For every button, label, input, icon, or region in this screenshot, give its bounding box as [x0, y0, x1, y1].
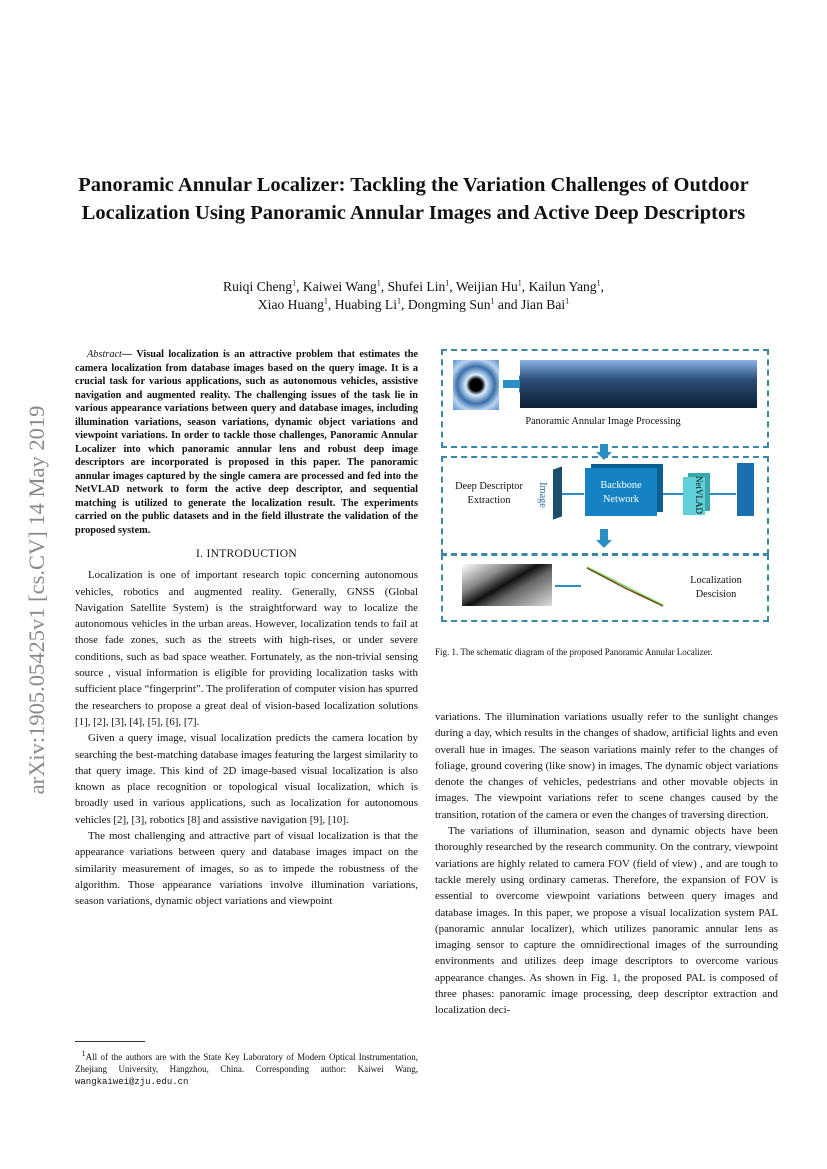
stage-label: Localization Descision	[690, 575, 742, 600]
trajectory-plot	[585, 566, 665, 608]
panorama-image	[520, 360, 757, 408]
paragraph: variations. The illumination variations usually refer to the sunlight changes during a day, which results in the changes of shadow, artificial lights and even overall hue in images. The season variations mainly refer to the changes of foliage, ground covering (like snow) in images. The dynamic object variations denote the changes of vehicles, pedestrians and other movable objects in images. The viewpoint variations refer to scene changes caused by the transition, rotation of the camera or even the changes of traversing direction.	[435, 711, 778, 821]
affiliation-mark: 1	[490, 295, 495, 305]
section-heading: I. INTRODUCTION	[196, 548, 297, 560]
arrow-icon	[562, 493, 584, 495]
stage-label: Panoramic Annular Image Processing	[525, 416, 681, 427]
descriptor-icon	[737, 463, 754, 516]
author-name: Ruiqi Cheng	[223, 279, 293, 294]
author-name: Weijian Hu	[455, 279, 518, 294]
footnote-mark: 1	[81, 1049, 86, 1058]
affiliation-mark: 1	[445, 278, 450, 288]
right-column	[435, 709, 778, 1019]
affiliation-mark: 1	[376, 278, 381, 288]
abstract	[75, 348, 418, 537]
affiliation-mark: 1	[565, 295, 570, 305]
left-column	[75, 348, 418, 910]
authors-line-1: Ruiqi Cheng$^1$, Kaiwei Wang$^1$, Shufei Lin$^1$, Weijian Hu$^1$, Kailun Yang$^1$,	[223, 278, 604, 294]
footnote-text: All of the authors are with the State Key Laboratory of Modern Optical Instrumentation, Zhejiang University, Hangzhou, China. Corresponding author: Kaiwei Wang,	[75, 1052, 419, 1074]
arrow-down-icon	[596, 540, 612, 548]
author-name: Xiao Huang	[257, 296, 324, 312]
footnote	[75, 1051, 418, 1088]
authors-line-2: Xiao Huang$^1$, Huabing Li$^1$, Dongming Sun$^1$ and Jian Bai$^1$	[257, 295, 570, 312]
affiliation-mark: 1	[517, 278, 522, 288]
similarity-matrix	[462, 564, 552, 606]
author-name: Huabing Li	[334, 296, 398, 312]
paragraph: The most challenging and attractive part of visual localization is that the appearance variations between query and database images impact on the similarity measurement of images, so as to impede the robustness of the algorithm. Those appearance variations involve illumination variations, season variations, dynamic object variations and viewpoint	[75, 830, 418, 908]
author-name: Dongming Sun	[407, 296, 491, 312]
abstract-text: — Visual localization is an attractive problem that estimates the camera localization from database images based on the query image. It is a crucial task for various applications, such as autonomous vehicles, assistive navigation and augmented reality. The challenging issues of the task lie in various appearance variations between query and database images, including illumination variations, season variations, dynamic object variations and viewpoint variations. In order to tackle those challenges, Panoramic Annular Localizer into which panoramic annular lens and robust deep image descriptors are incorporated is proposed in this paper. The panoramic annular images captured by the single camera are processed and fed into the NetVLAD network to form the active deep descriptor, and sequential matching is utilized to generate the localization result. The experiments carried on the public datasets and in the field illustrate the validation of the proposed system.	[75, 349, 418, 536]
footnote-rule	[75, 1041, 145, 1042]
arrow-icon	[663, 493, 683, 495]
affiliation-mark: 1	[397, 295, 402, 305]
arxiv-identifier: arXiv:1905.05425v1 [cs.CV] 14 May 2019	[24, 405, 49, 795]
paragraph: Given a query image, visual localization predicts the camera location by searching the best-matching database images featuring the largest similarity to that query image. This kind of 2D image-based visual localization is also known as place recognition or topological visual localization, which is broadly used in various applications, such as localization for autonomous vehicles [2], [3], robotics [8] and assistive navigation [9], [10].	[75, 732, 418, 826]
paragraph: Localization is one of important research topic concerning autonomous vehicles, robotics and augmented reality. Generally, GNSS (Global Navigation Satellite System) is the straightforward way to localize the autonomous vehicles in the urban areas. However, localization tends to fail at those fade zones, such as the streets with high-rises, or under severe conditions, such as bad space weather. Fortunately, as the non-trivial sensing source , visual information is eligible for providing localization tasks with sufficient place “fingerprint”. The proliferation of computer vision has spurred the researchers to propose a great deal of vision-based localization solutions [1], [2], [3], [4], [5], [6], [7].	[75, 569, 418, 728]
paragraph: The variations of illumination, season and dynamic objects have been thoroughly researched by the research community. On the contrary, viewpoint variations are highly related to camera FOV (field of view) , and are tough to tackle merely using ordinary cameras. Therefore, the expansion of FOV is essential to overcome viewpoint variations between query images and database images. In this paper, we propose a visual localization system PAL (panoramic annular localizer), which utilizes panoramic annular lens as imaging sensor to capture the omnidirectional images of the surrounding environments and utilizes deep image descriptors to overcome various appearance changes. As shown in Fig. 1, the proposed PAL is composed of three phases: panoramic image processing, deep descriptor extraction and localization deci-	[435, 825, 778, 1017]
netvlad-label: NetVLAD	[694, 476, 704, 514]
stage-label: Deep Descriptor Extraction	[455, 481, 523, 506]
paper-title: Panoramic Annular Localizer: Tackling the Variation Challenges of Outdoor Localization Using Panoramic Annular Images and Active Deep Descriptors	[78, 174, 749, 224]
author-name: Kaiwei Wang	[302, 279, 377, 294]
affiliation-mark: 1	[292, 278, 297, 288]
backbone-label: Backbone Network	[600, 480, 642, 505]
footnote-email[interactable]: wangkaiwei@zju.edu.cn	[75, 1077, 189, 1087]
author-list	[60, 278, 767, 313]
affiliation-mark: 1	[323, 295, 328, 305]
author-name: Shufei Lin	[387, 279, 446, 294]
annular-image	[453, 360, 499, 410]
author-name: Jian Bai	[520, 296, 566, 312]
figure-caption: Fig. 1. The schematic diagram of the proposed Panoramic Annular Localizer.	[435, 647, 713, 657]
abstract-label: Abstract	[87, 349, 122, 360]
figure-1	[435, 340, 775, 630]
author-name: Kailun Yang	[528, 279, 597, 294]
image-slab	[553, 466, 562, 519]
arrow-icon	[710, 493, 736, 495]
arrow-icon	[555, 585, 581, 587]
image-label: Image	[536, 482, 548, 508]
affiliation-mark: 1	[596, 278, 601, 288]
